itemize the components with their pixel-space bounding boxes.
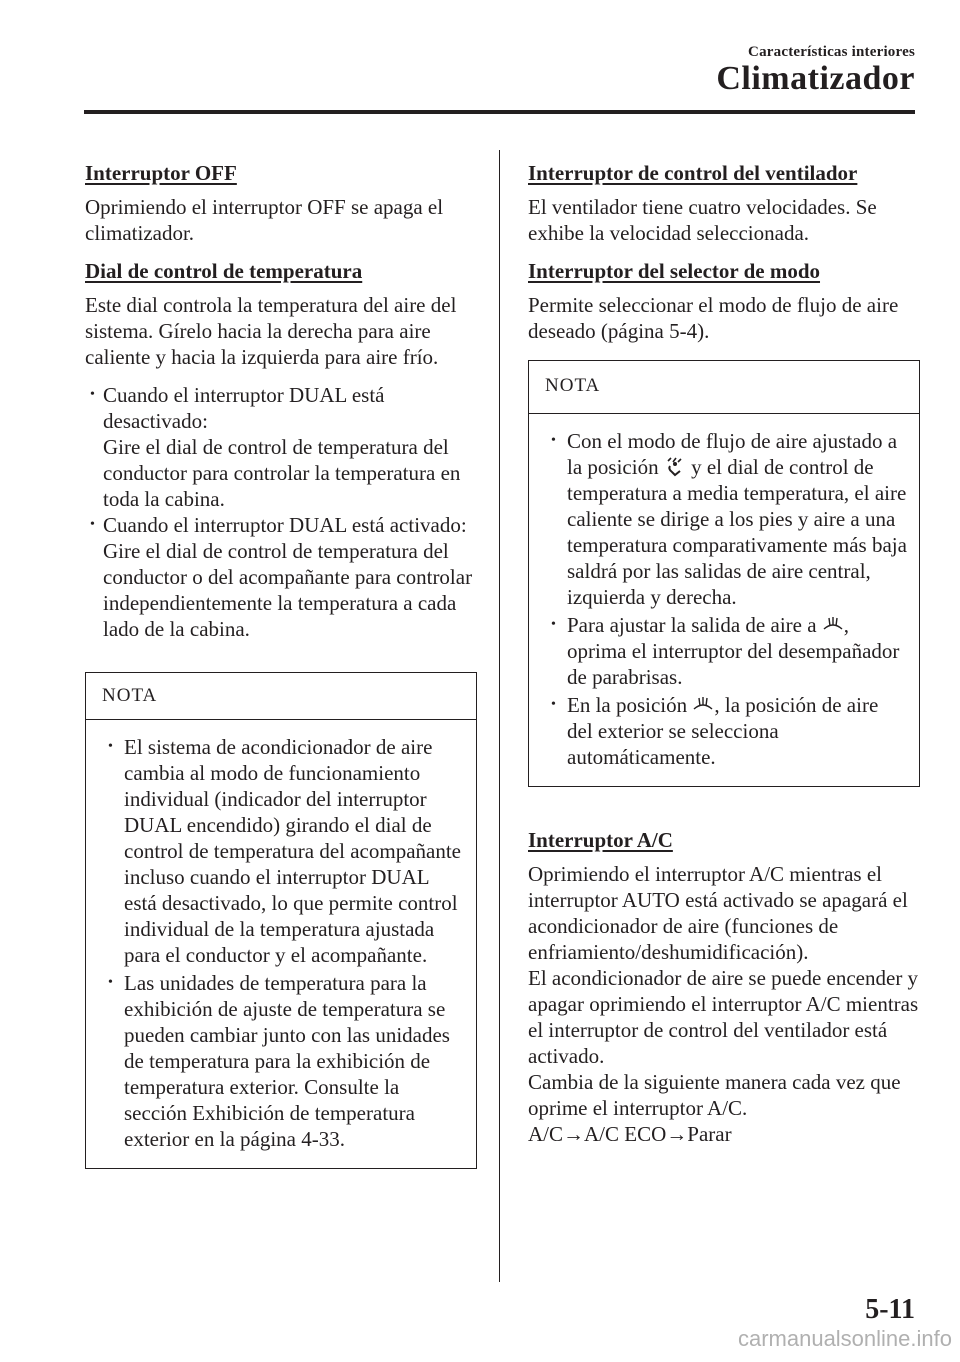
note-title: NOTA [86,673,476,720]
watermark: carmanualsonline.info [737,1326,952,1351]
column-divider [499,150,500,1282]
page-number: 5-11 [865,1294,915,1325]
dual-on-bullet: • Cuando el interruptor DUAL está activado: Gire el dial de control de temperatura del conductor o del acompañante para controlar independientemente la temperatura a cada lado de la cabina. [85,512,477,642]
dual-off-bullet: • Cuando el interruptor DUAL está desactivado: Gire el dial de control de temperatura del conductor para controlar la temperatura en toda la cabina. [85,382,477,512]
temp-dial-text: Este dial controla la temperatura del aire del sistema. Gírelo hacia la derecha para aire caliente y hacia la izquierda para aire frío. [85,293,457,369]
mode-switch-heading: Interruptor del selector de modo [528,259,821,283]
temp-dial-heading: Dial de control de temperatura [85,259,363,283]
mode-switch-text: Permite seleccionar el modo de flujo de aire deseado (página 5-4). [528,293,899,343]
note-box-right [528,360,920,787]
windshield-defrost-icon [692,695,714,715]
ac-switch-text: Oprimiendo el interruptor A/C mientras el interruptor AUTO está activado se apagará el acondicionador de aire (funciones de enfriamiento/deshumidificación). [528,862,908,964]
note-item-defrost-switch: • Para ajustar la salida de aire a , oprima el interruptor del desempañador de parabrisas. [545,612,907,690]
right-column [528,160,920,1147]
header-rule [84,110,915,114]
note-item-outside-air: • En la posición , la posición de aire del exterior se selecciona automáticamente. [545,692,907,770]
windshield-defrost-icon [822,615,844,635]
fan-switch-heading: Interruptor de control del ventilador [528,161,858,185]
off-switch-heading: Interruptor OFF [85,161,237,185]
note-title: NOTA [529,361,919,414]
note-box-left [85,672,477,1169]
header-section-label: Características interiores [748,44,915,60]
dual-bullet-list [85,382,477,642]
page-title: Climatizador [716,60,915,97]
ac-switch-text-2: El acondicionador de aire se puede encender y apagar oprimiendo el interruptor A/C mientras el interruptor de control del ventilador está activado. [528,966,919,1068]
fan-switch-text: El ventilador tiene cuatro velocidades. Se exhibe la velocidad seleccionada. [528,195,877,245]
ac-switch-heading: Interruptor A/C [528,828,673,852]
note-item-floor-defrost: • Con el modo de flujo de aire ajustado a la posición y el dial de control de temperatura a media temperatura, el aire caliente se dirige a los pies y aire a una temperatura comparativamente más baja saldrá por las salidas de aire central, izquierda y derecha. [545,428,907,610]
ac-switch-text-3: Cambia de la siguiente manera cada vez que oprime el interruptor A/C. [528,1070,901,1120]
floor-defrost-mode-icon [664,457,686,477]
left-column [85,160,477,1169]
off-switch-text: Oprimiendo el interruptor OFF se apaga el climatizador. [85,195,444,245]
ac-mode-sequence: A/C→A/C ECO→Parar [528,1122,732,1146]
note-item-units: • Las unidades de temperatura para la exhibición de ajuste de temperatura se pueden cambiar junto con las unidades de temperatura para la exhibición de temperatura exterior. Consulte la sección Exhibición de temperatura exterior en la página 4-33. [102,970,464,1152]
note-item-dual: • El sistema de acondicionador de aire cambia al modo de funcionamiento individual (indicador del interruptor DUAL encendido) girando el dial de control de temperatura del acompañante incluso cuando el interruptor DUAL está desactivado, lo que permite control individual de la temperatura ajustada para el conductor y el acompañante. [102,734,464,968]
